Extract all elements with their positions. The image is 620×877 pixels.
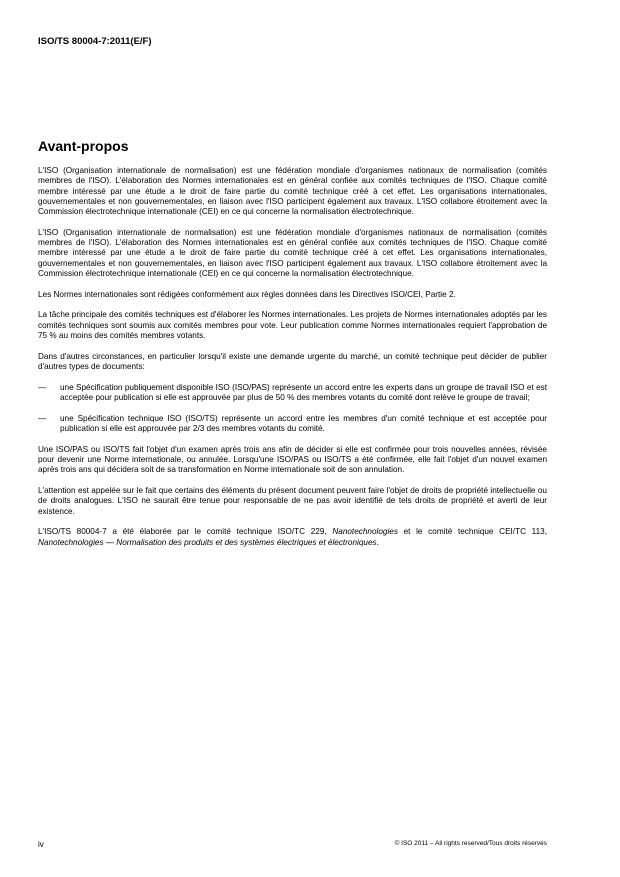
paragraph-2: L'ISO (Organisation internationale de normalisation) est une fédération mondiale d'organismes nationaux de normalisation (comités membres de l'ISO). L'élaboration des Normes internationales est en général confiée aux comités techniques de l'ISO. Chaque comité membre intéressé par une étude a le droit de faire partie du comité technique créé à cet effet. Les organisations internationales, gouvernementales et non gouvernementales, en liaison avec l'ISO participent également aux travaux. L'ISO collabore étroitement avec la Commission électrotechnique internationale (CEI) en ce qui concerne la normalisation électrotechnique. [38,227,547,279]
document-code: ISO/TS 80004-7:2011(E/F) [38,36,152,47]
paragraph-6: Une ISO/PAS ou ISO/TS fait l'objet d'un examen après trois ans afin de décider si elle est confirmée pour trois nouvelles années, révisée pour devenir une Norme internationale, ou annulée. Lorsqu'une ISO/PAS ou ISO/TS a été confirmée, elle fait l'objet d'un nouvel examen après trois ans qui décidera soit de sa transformation en Norme internationale soit de son annulation. [38,444,547,475]
paragraph-5: Dans d'autres circonstances, en particulier lorsqu'il existe une demande urgente du marché, un comité technique peut décider de publier d'autres types de documents: [38,351,547,372]
paragraph-8-text: et le comité technique CEI/TC 113, [397,527,547,537]
foreword-section [38,138,547,558]
list-item-text: une Spécification publiquement disponible ISO (ISO/PAS) représente un accord entre les experts dans un groupe de travail ISO et est acceptée pour publication si elle est approuvée par plus de 50 % des membres votants du comité dont relève le groupe de travail; [60,382,547,402]
paragraph-8 [38,527,547,548]
committee-title: Nanotechnologies [332,527,398,537]
page-title: Avant-propos [38,138,129,154]
committee-title: Nanotechnologies — Normalisation des produits et des systèmes électriques et électroniques [38,537,377,547]
paragraph-8-text: . [376,537,379,547]
paragraph-8-text: L'ISO/TS 80004-7 a été élaborée par le comité technique ISO/TC 229, [38,527,333,537]
page-number: iv [38,840,44,849]
paragraph-7: L'attention est appelée sur le fait que certains des éléments du présent document peuvent faire l'objet de droits de propriété intellectuelle ou de droits analogues. L'ISO ne saurait être tenue pour responsable de ne pas avoir identifié de tels droits de propriété et averti de leur existence. [38,485,547,516]
copyright-notice: © ISO 2011 – All rights reserved/Tous droits réservés [394,840,547,847]
list-item [38,414,547,435]
list-item-text: une Spécification technique ISO (ISO/TS) représente un accord entre les membres d'un comité technique et est acceptée pour publication si elle est approuvée par 2/3 des membres votants du comité. [60,413,547,433]
paragraph-1: L'ISO (Organisation internationale de normalisation) est une fédération mondiale d'organismes nationaux de normalisation (comités membres de l'ISO). L'élaboration des Normes internationales est en général confiée aux comités techniques de l'ISO. Chaque comité membre intéressé par une étude a le droit de faire partie du comité technique créé à cet effet. Les organisations internationales, gouvernementales et non gouvernementales, en liaison avec l'ISO participent également aux travaux. L'ISO collabore étroitement avec la Commission électrotechnique internationale (CEI) en ce qui concerne la normalisation électrotechnique. [38,166,547,217]
paragraph-3: Les Normes internationales sont rédigées conformément aux règles données dans les Directives ISO/CEI, Partie 2. [38,289,456,299]
dash-bullet: — [38,413,47,423]
paragraph-4: La tâche principale des comités techniques est d'élaborer les Normes internationales. Les projets de Normes internationales adoptés par les comités techniques sont soumis aux comités membres pour vote. Leur publication comme Normes internationales requiert l'approbation de 75 % au moins des comités membres votants. [38,310,547,341]
list-item [38,383,547,404]
dash-bullet: — [38,382,47,392]
